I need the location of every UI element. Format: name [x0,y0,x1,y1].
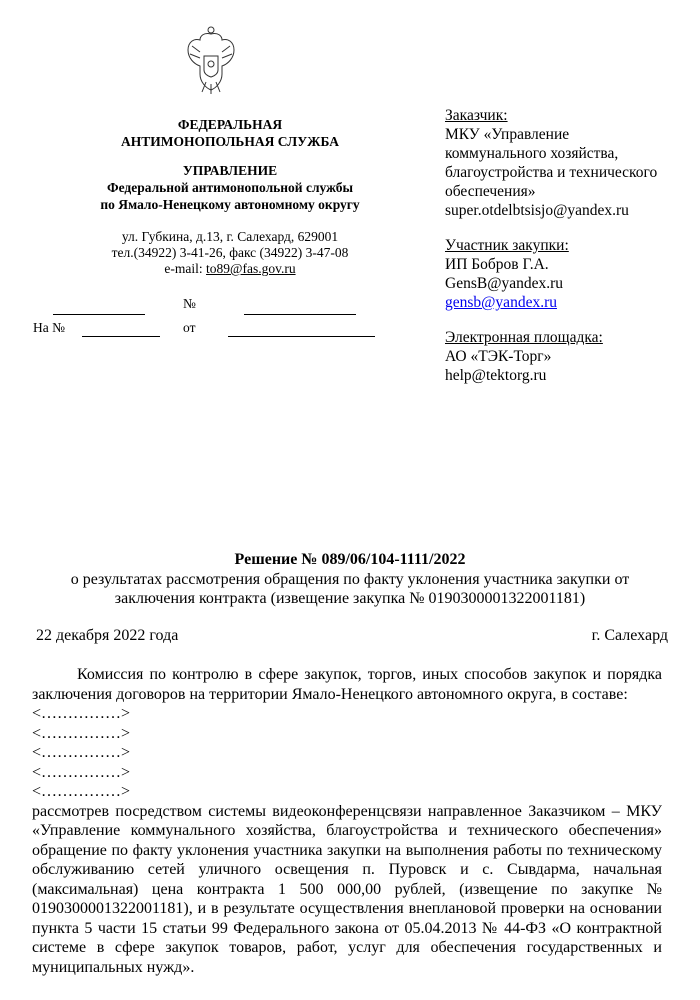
member-placeholder: <……………> [32,744,131,761]
member-placeholder: <……………> [32,763,131,781]
intro-paragraph: Комиссия по контролю в сфере закупок, торгов, иных способов закупок и порядка заключения договоров на территории Ямало-Ненецкого автономного округа, в составе: [32,666,662,703]
agency-contacts [60,229,400,277]
agency-email-link[interactable]: to89@fas.gov.ru [206,261,296,276]
member-placeholder: <……………> [32,705,131,722]
na-label: На № [33,320,65,335]
customer-line: коммунального хозяйства, [445,145,619,162]
platform-email: help@tektorg.ru [445,367,547,384]
agency-address: ул. Губкина, д.13, г. Салехард, 629001 [121,229,339,244]
customer-line: обеспечения» [445,183,536,200]
agency-name-line1: ФЕДЕРАЛЬНАЯ [177,117,283,132]
customer-email: super.otdelbtsisjo@yandex.ru [445,202,629,219]
decision-date: 22 декабря 2022 года [36,627,179,644]
decision-city: г. Салехард [591,627,668,644]
participant-email-link[interactable]: gensb@yandex.ru [445,294,557,311]
decision-title: Решение № 089/06/104-1111/2022 [234,551,466,568]
platform-header: Электронная площадка: [445,329,603,346]
dept-line3: по Ямало-Ненецкому автономному округу [100,197,360,212]
member-placeholder: <……………> [32,724,131,742]
platform-name: АО «ТЭК-Торг» [445,348,552,365]
outgoing-number-line [244,314,356,315]
agency-name-line2: АНТИМОНОПОЛЬНАЯ СЛУЖБА [121,134,339,149]
outgoing-number-date-line [53,314,145,315]
num-sign: № [183,296,196,311]
participant-name: ИП Бобров Г.А. [445,256,549,273]
recipients-block [445,106,695,385]
subtitle-line2: заключения контракта (извещение закупка № 0190300001322001181) [114,590,586,607]
dept-line1: УПРАВЛЕНИЕ [182,163,278,178]
email-prefix: e-mail: [164,261,207,276]
dept-line2: Федеральной антимонопольной службы [106,180,354,195]
main-paragraph: рассмотрев посредством системы видеоконференцсвязи направленное Заказчиком – МКУ «Управление коммунального хозяйства, благоустройства и технического обеспечения» обращение по факту уклонения участника закупки на выполнения работы по техническому обслуживанию сетей уличного освещения п. Пуровск и с. Сывдарма, начальная (максимальная) цена контракта 1 500 000,00 рублей, (извещение по закупке № 0190300001322001181), и в результате осуществления внеплановой проверки на основании пункта 5 части 15 статьи 99 Федерального закона от 05.04.2013 № 44-ФЗ «О контрактной системе в сфере закупок товаров, работ, услуг для обеспечения государственных и муниципальных нужд». [32,802,662,976]
participant-header: Участник закупки: [445,237,569,254]
coat-of-arms-emblem [182,26,240,96]
incoming-date-line [228,336,375,337]
customer-line: МКУ «Управление [445,126,570,143]
ot-label: от [183,320,196,335]
customer-header: Заказчик: [445,107,508,124]
agency-phone: тел.(34922) 3-41-26, факс (34922) 3-47-08 [111,245,349,260]
agency-block [60,116,400,213]
agency-email-row [60,261,400,277]
decision-body [32,665,662,977]
incoming-number-line [82,336,160,337]
member-placeholder: <……………> [32,783,131,800]
customer-line: благоустройства и технического [445,164,658,181]
subtitle-line1: о результатах рассмотрения обращения по факту уклонения участника закупки от [70,571,630,588]
participant-email: GensB@yandex.ru [445,275,564,292]
decision-subtitle [20,570,680,608]
